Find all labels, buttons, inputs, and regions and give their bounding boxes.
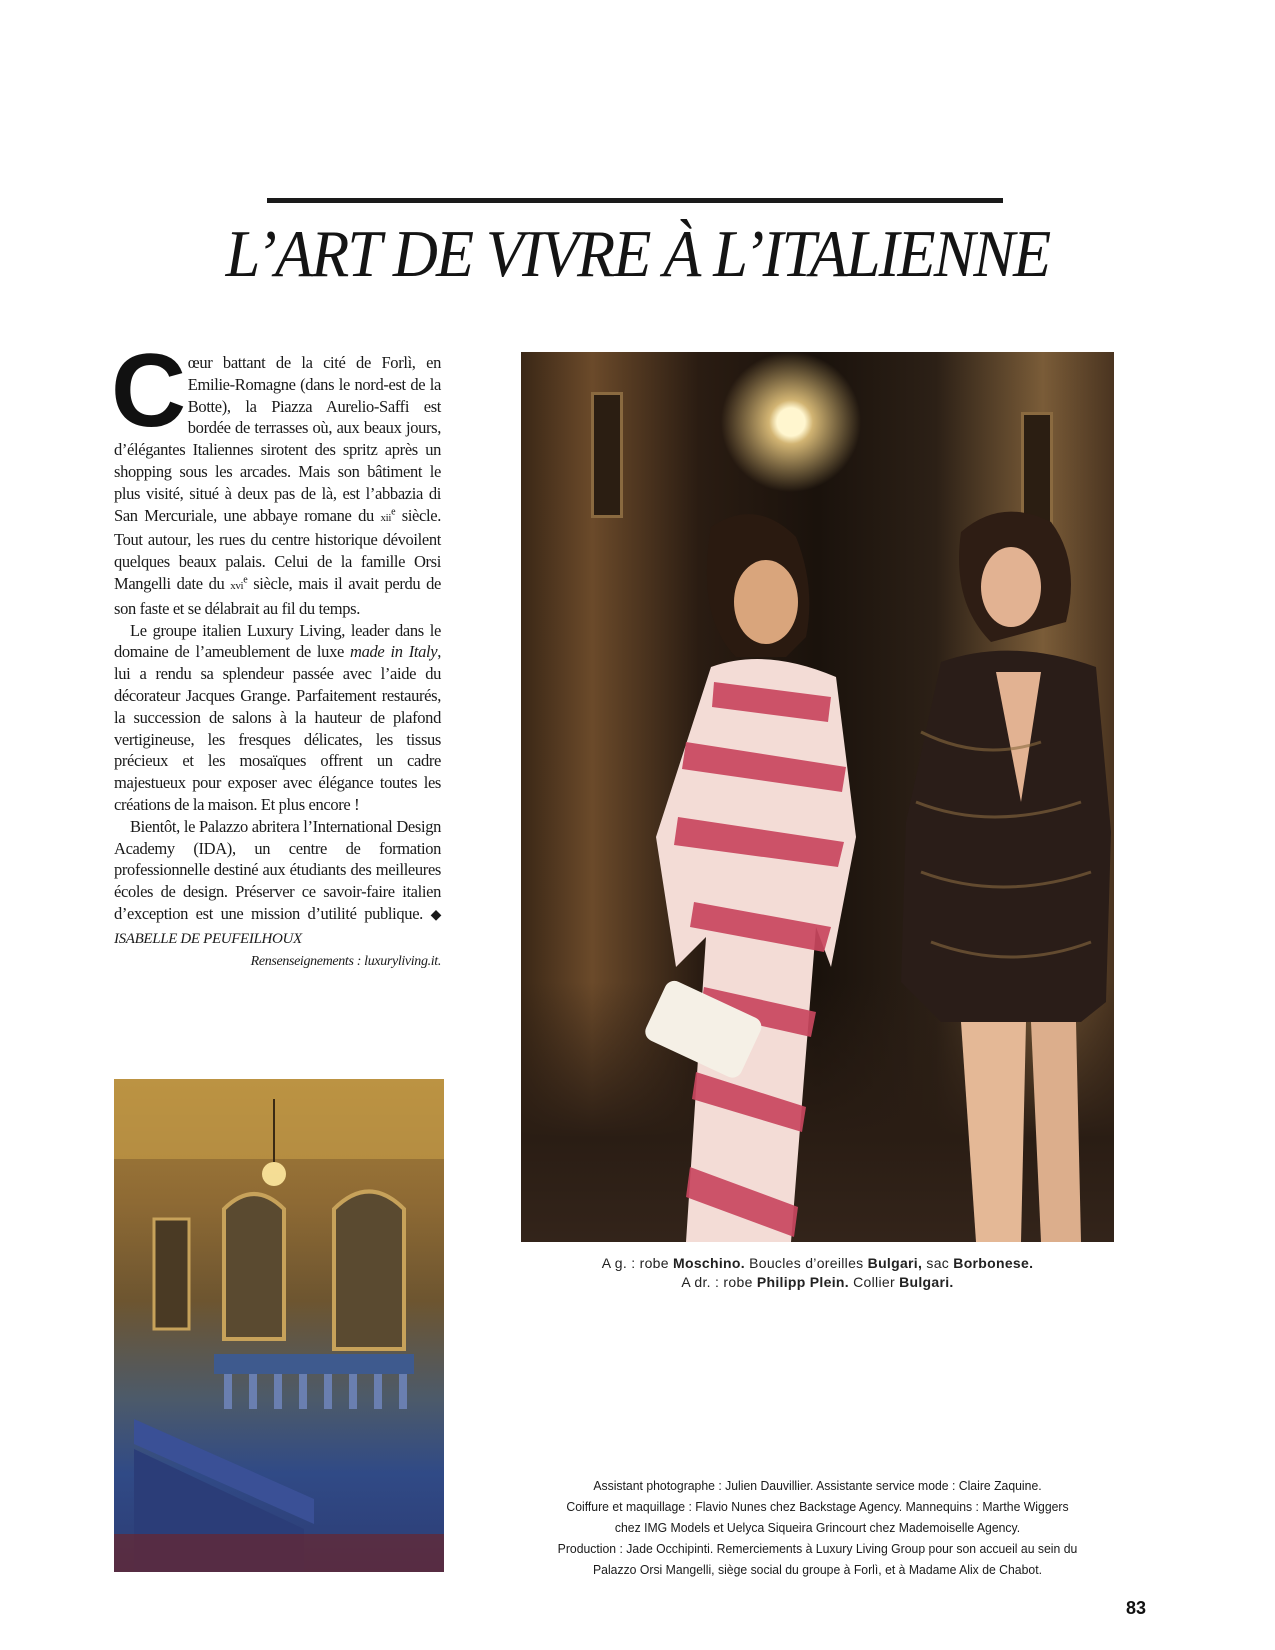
caption-line-2 bbox=[521, 1273, 1114, 1292]
paragraph-1 bbox=[111, 333, 442, 620]
article-body bbox=[111, 333, 442, 972]
credits-line: Assistant photographe : Julien Dauvillier. Assistante service mode : Claire Zaquine. bbox=[593, 1478, 1042, 1493]
paragraph-1-text-b: siècle. Tout autour, les rues du centre historique dévoilent quelques beaux palais. Celui de la famille Orsi Mangelli date du bbox=[114, 505, 441, 593]
paragraph-1-text-a: œur battant de la cité de Forlì, en Emilie-Romagne (dans le nord-est de la Botte), la Piazza Aurelio-Saffi est bordée de terrasses où, aux beaux jours, d’élégantes Italiennes sirotent des spritz après un shopping sous les arcades. Mais son bâtiment le plus visité, situé à deux pas de là, est l’abbazia di San Mercuriale, une abbaye romane du bbox=[114, 353, 441, 525]
top-rule bbox=[267, 198, 1003, 203]
credits-line: Palazzo Orsi Mangelli, siège social du groupe à Forlì, et à Madame Alix de Chabot. bbox=[593, 1562, 1042, 1577]
paragraph-2 bbox=[114, 620, 441, 816]
caption-brand: Borbonese. bbox=[953, 1255, 1034, 1271]
caption-brand: Bulgari. bbox=[899, 1274, 954, 1290]
page-number: 83 bbox=[1126, 1598, 1147, 1618]
caption-text: Boucles d’oreilles bbox=[744, 1255, 868, 1271]
paragraph-3-text: Bientôt, le Palazzo abritera l’International Design Academy (IDA), un centre de formation professionnelle destiné aux étudiants des meilleures écoles de design. Préserver ce savoir-faire italien d’exception est une mission d’utilité publique. bbox=[114, 816, 441, 923]
fashion-photo bbox=[521, 352, 1114, 1242]
caption-brand: Moschino. bbox=[673, 1255, 745, 1271]
model-right-figure bbox=[881, 502, 1114, 1242]
window-shape bbox=[591, 392, 623, 518]
paragraph-1-text-c: siècle, mais il avait perdu de son faste et se délabrait au fil du temps. bbox=[114, 573, 442, 618]
paragraph-2-text-a: Le groupe italien Luxury Living, leader dans le domaine de l’ameublement de luxe bbox=[114, 620, 441, 662]
caption-text: Collier bbox=[848, 1274, 900, 1290]
superscript-e: e bbox=[391, 506, 396, 518]
made-in-italy-italic: made in Italy bbox=[350, 642, 438, 662]
superscript-e: e bbox=[243, 574, 248, 586]
end-diamond-icon: ◆ bbox=[430, 906, 441, 923]
caption-brand: Bulgari, bbox=[867, 1255, 923, 1271]
headline: L’ART DE VIVRE À L’ITALIENNE bbox=[225, 217, 1050, 291]
staircase-illustration bbox=[114, 1079, 444, 1572]
century-xvi: xvi bbox=[230, 579, 244, 592]
dropcap: C bbox=[111, 333, 186, 449]
author-name: ISABELLE DE PEUFEILHOUX bbox=[114, 930, 302, 947]
photo-caption bbox=[521, 1254, 1114, 1292]
info-line: Rensenseignements : luxuryliving.it. bbox=[250, 953, 441, 969]
caption-text: A g. : robe bbox=[601, 1255, 674, 1271]
credits-line: chez IMG Models et Uelyca Siqueira Grincourt chez Mademoiselle Agency. bbox=[614, 1520, 1021, 1535]
caption-line-1 bbox=[521, 1254, 1114, 1273]
caption-text: sac bbox=[922, 1255, 954, 1271]
caption-brand: Philipp Plein. bbox=[756, 1274, 849, 1290]
staircase-photo bbox=[114, 1079, 444, 1572]
credits-line: Production : Jade Occhipinti. Remerciements à Luxury Living Group pour son accueil au sein du bbox=[557, 1541, 1078, 1556]
caption-text: A dr. : robe bbox=[681, 1274, 757, 1290]
paragraph-3 bbox=[114, 816, 441, 951]
credits-line: Coiffure et maquillage : Flavio Nunes chez Backstage Agency. Mannequins : Marthe Wiggers bbox=[566, 1499, 1069, 1514]
paragraph-2-text-b: , lui a rendu sa splendeur passée avec l’aide du décorateur Jacques Grange. Parfaitement restaurés, la succession de salons à la hauteur de plafond vertigineuse, les fresques délicates, les tissus précieux et les mosaïques offrent un cadre majestueux pour exposer avec élégance toutes les créations de la maison. Et plus encore ! bbox=[114, 642, 441, 814]
century-xii: xii bbox=[380, 511, 392, 524]
photo-credits bbox=[539, 1475, 1096, 1580]
model-left-figure bbox=[616, 507, 866, 1242]
